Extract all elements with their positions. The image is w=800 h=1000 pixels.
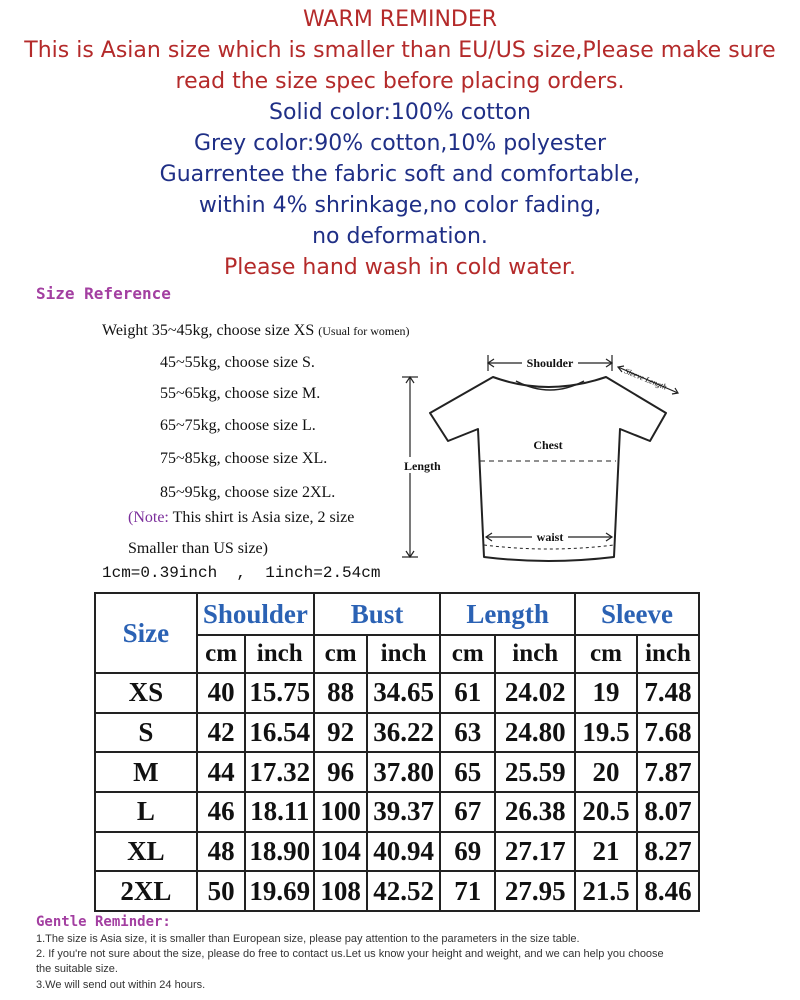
usual-note: (Usual for women)	[318, 324, 410, 338]
sleeve-header: Sleeve	[575, 593, 699, 635]
table-row	[95, 832, 699, 872]
gentle-line: the suitable size.	[36, 963, 118, 975]
weight-line: 65~75kg, choose size L.	[160, 417, 316, 434]
sleeve-label: Sleeve Length	[623, 366, 669, 392]
value-cell: 7.48	[637, 673, 699, 713]
value-cell: 24.80	[495, 713, 575, 753]
value-cell: 39.37	[367, 792, 440, 832]
size-table	[94, 592, 700, 912]
value-cell: 104	[314, 832, 367, 872]
size-cell: M	[95, 752, 197, 792]
value-cell: 92	[314, 713, 367, 753]
value-cell: 36.22	[367, 713, 440, 753]
size-reference-title: Size Reference	[36, 284, 171, 303]
value-cell: 7.68	[637, 713, 699, 753]
unit-cell: inch	[245, 635, 314, 673]
table-row	[95, 752, 699, 792]
size-cell: XL	[95, 832, 197, 872]
value-cell: 19.5	[575, 713, 637, 753]
size-cell: S	[95, 713, 197, 753]
value-cell: 63	[440, 713, 495, 753]
value-cell: 69	[440, 832, 495, 872]
fabric-line: Solid color:100% cotton	[269, 100, 531, 125]
unit-cell: inch	[637, 635, 699, 673]
gentle-line: 2. If you're not sure about the size, please do free to contact us.Let us know your height and weight, and we can help you choose	[36, 948, 664, 960]
fabric-line: Grey color:90% cotton,10% polyester	[193, 131, 607, 156]
asia-note: (Note: This shirt is Asia size, 2 size	[128, 509, 355, 526]
value-cell: 20.5	[575, 792, 637, 832]
unit-conversion: 1cm=0.39inch , 1inch=2.54cm	[102, 564, 381, 582]
value-cell: 7.87	[637, 752, 699, 792]
value-cell: 16.54	[245, 713, 314, 753]
length-label: Length	[404, 459, 441, 473]
value-cell: 67	[440, 792, 495, 832]
chest-label: Chest	[533, 438, 563, 452]
size-cell: XS	[95, 673, 197, 713]
value-cell: 8.27	[637, 832, 699, 872]
value-cell: 100	[314, 792, 367, 832]
value-cell: 42.52	[367, 871, 440, 911]
value-cell: 24.02	[495, 673, 575, 713]
value-cell: 20	[575, 752, 637, 792]
reminder-line: This is Asian size which is smaller than EU/US size,Please make sure	[24, 38, 776, 63]
weight-line: 75~85kg, choose size XL.	[160, 450, 328, 467]
weight-line: 45~55kg, choose size S.	[160, 354, 315, 371]
value-cell: 71	[440, 871, 495, 911]
unit-cell: cm	[197, 635, 246, 673]
length-header: Length	[440, 593, 575, 635]
value-cell: 50	[197, 871, 246, 911]
table-row	[95, 792, 699, 832]
tshirt-diagram	[398, 345, 688, 570]
waist-label: waist	[536, 530, 564, 544]
table-row	[95, 673, 699, 713]
value-cell: 46	[197, 792, 246, 832]
weight-line: 85~95kg, choose size 2XL.	[160, 484, 336, 501]
weight-line: 55~65kg, choose size M.	[160, 385, 321, 402]
reminder-line: read the size spec before placing orders.	[175, 69, 625, 94]
value-cell: 27.95	[495, 871, 575, 911]
value-cell: 18.11	[245, 792, 314, 832]
value-cell: 65	[440, 752, 495, 792]
value-cell: 15.75	[245, 673, 314, 713]
warm-reminder	[0, 0, 800, 283]
value-cell: 34.65	[367, 673, 440, 713]
value-cell: 25.59	[495, 752, 575, 792]
size-cell: L	[95, 792, 197, 832]
note-label: (Note:	[128, 509, 169, 526]
size-header: Size	[95, 593, 197, 673]
fabric-line: Guarrentee the fabric soft and comfortable,	[159, 162, 641, 187]
value-cell: 27.17	[495, 832, 575, 872]
gentle-line: 1.The size is Asia size, it is smaller than European size, please pay attention to the parameters in the size table.	[36, 933, 580, 945]
value-cell: 108	[314, 871, 367, 911]
value-cell: 19.69	[245, 871, 314, 911]
shoulder-header: Shoulder	[197, 593, 314, 635]
unit-cell: cm	[314, 635, 367, 673]
unit-cell: inch	[495, 635, 575, 673]
value-cell: 17.32	[245, 752, 314, 792]
reminder-title: WARM REMINDER	[302, 7, 498, 32]
value-cell: 61	[440, 673, 495, 713]
unit-cell: inch	[367, 635, 440, 673]
asia-note-2: Smaller than US size)	[128, 540, 268, 557]
weight-line: Weight 35~45kg, choose size XS (Usual for women)	[102, 322, 410, 339]
table-header-row	[95, 593, 699, 635]
value-cell: 21.5	[575, 871, 637, 911]
value-cell: 37.80	[367, 752, 440, 792]
value-cell: 40	[197, 673, 246, 713]
gentle-reminder-title: Gentle Reminder:	[36, 914, 171, 930]
bust-header: Bust	[314, 593, 440, 635]
value-cell: 40.94	[367, 832, 440, 872]
fabric-line: within 4% shrinkage,no color fading,	[198, 193, 602, 218]
size-cell: 2XL	[95, 871, 197, 911]
value-cell: 48	[197, 832, 246, 872]
value-cell: 88	[314, 673, 367, 713]
value-cell: 8.07	[637, 792, 699, 832]
gentle-line: 3.We will send out within 24 hours.	[36, 979, 206, 991]
value-cell: 44	[197, 752, 246, 792]
value-cell: 18.90	[245, 832, 314, 872]
unit-cell: cm	[575, 635, 637, 673]
value-cell: 19	[575, 673, 637, 713]
unit-cell: cm	[440, 635, 495, 673]
wash-instruction: Please hand wash in cold water.	[224, 255, 576, 280]
value-cell: 8.46	[637, 871, 699, 911]
table-row	[95, 871, 699, 911]
value-cell: 96	[314, 752, 367, 792]
value-cell: 42	[197, 713, 246, 753]
fabric-line: no deformation.	[312, 224, 488, 249]
value-cell: 21	[575, 832, 637, 872]
shoulder-label: Shoulder	[526, 356, 574, 370]
table-row	[95, 713, 699, 753]
value-cell: 26.38	[495, 792, 575, 832]
